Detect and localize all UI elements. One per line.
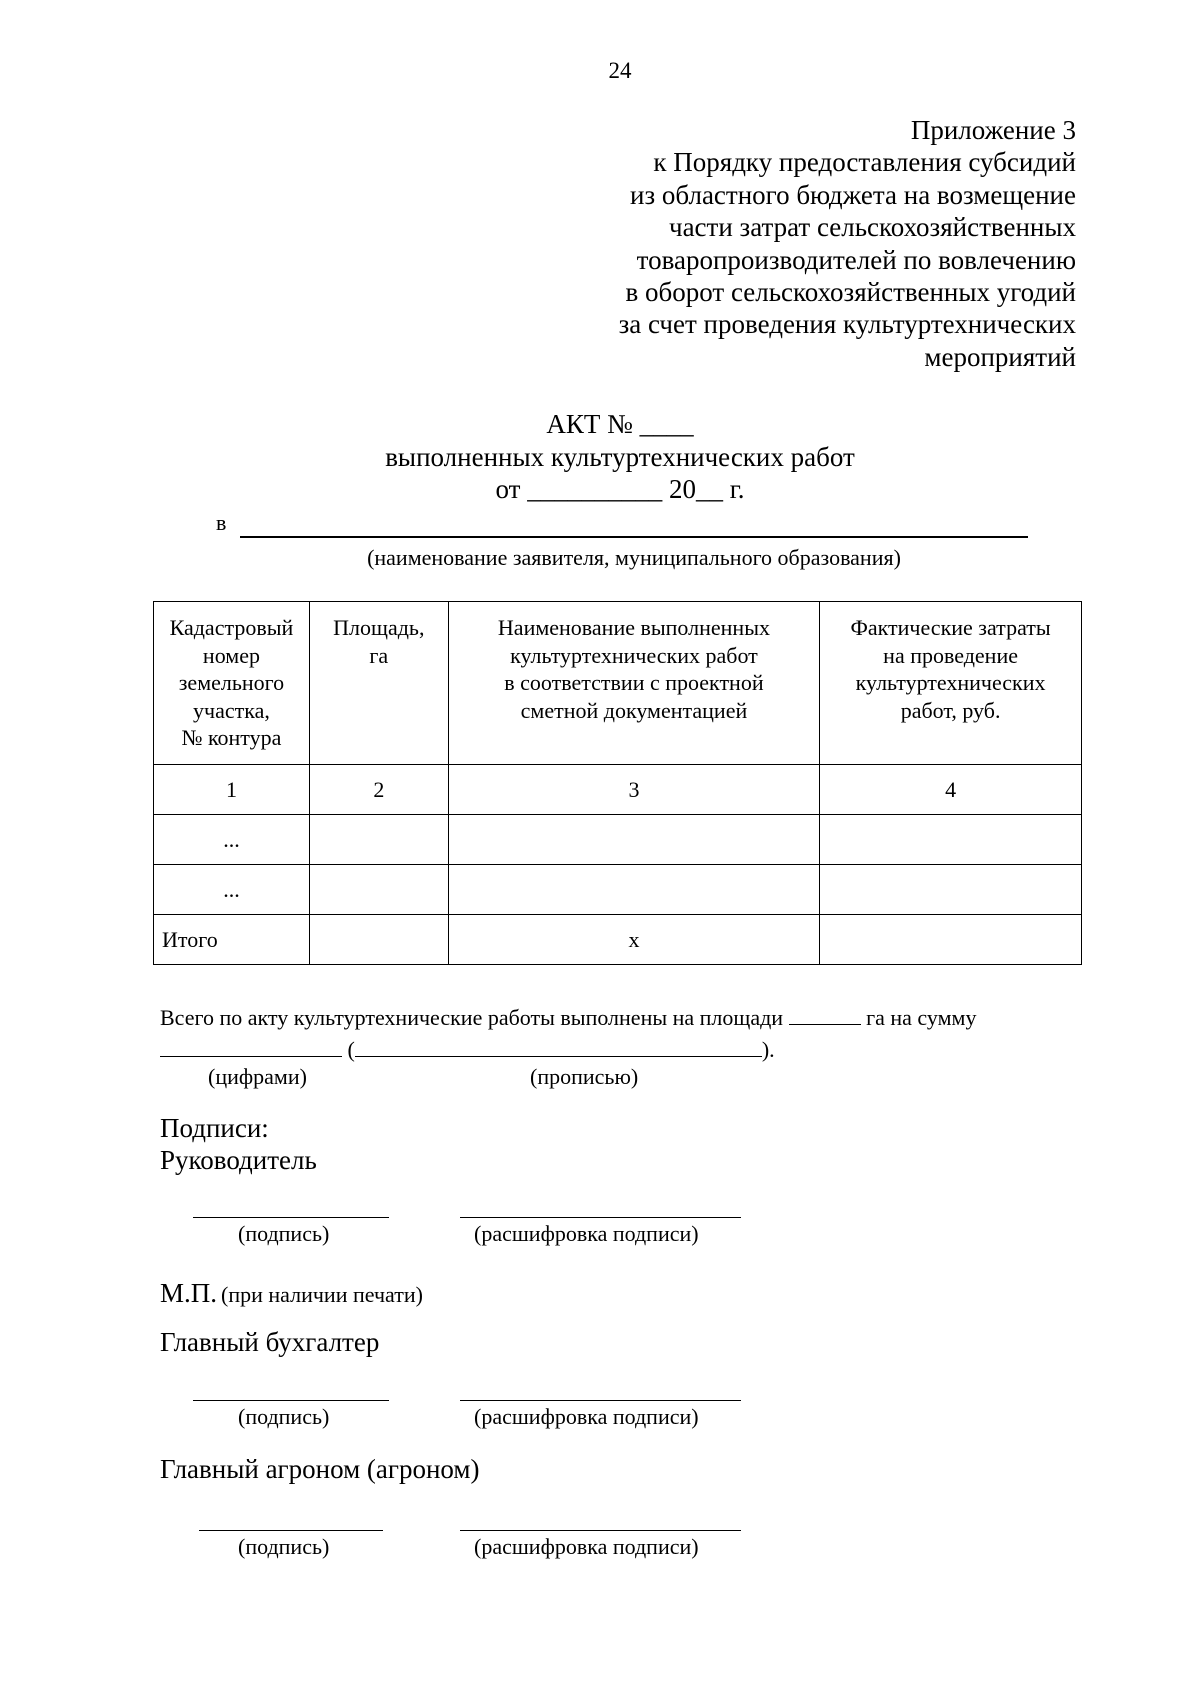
header-works: Наименование выполненных культуртехнических работ в соответствии с проектной сметной документацией: [448, 602, 819, 765]
summary-ha-text: га на сумму: [866, 1005, 977, 1030]
appendix-line: части затрат сельскохозяйственных: [668, 212, 1076, 243]
table-cell: [309, 815, 448, 865]
appendix-line: в оборот сельскохозяйственных угодий: [625, 277, 1076, 308]
page-number: 24: [608, 58, 632, 83]
decode-line: [460, 1530, 741, 1531]
table-cell: ...: [154, 815, 310, 865]
appendix-line: к Порядку предоставления субсидий: [653, 147, 1076, 178]
works-table: [153, 601, 1082, 965]
table-cell: [820, 865, 1082, 915]
appendix-line: товаропроизводителей по вовлечению: [636, 244, 1076, 275]
appendix-line: за счет проведения культуртехнических: [618, 309, 1076, 340]
table-cell: [820, 915, 1082, 965]
area-fill-line: [789, 1005, 861, 1025]
caption-signature: (подпись): [238, 1404, 330, 1429]
column-number-row: [154, 765, 1082, 815]
caption-decode: (расшифровка подписи): [474, 1534, 699, 1559]
summary-text: Всего по акту культуртехнические работы выполнены на площади: [160, 1005, 784, 1030]
caption-signature: (подпись): [238, 1221, 330, 1246]
amount-digits-fill-line: [160, 1037, 342, 1057]
column-number: 3: [448, 765, 819, 815]
appendix-line: из областного бюджета на возмещение: [630, 179, 1076, 210]
decode-line: [460, 1400, 741, 1401]
decode-line: [460, 1217, 741, 1218]
column-number: 2: [309, 765, 448, 815]
signature-line: [199, 1530, 383, 1531]
signatures-label: Подписи:: [160, 1113, 269, 1143]
table-row: [154, 865, 1082, 915]
table-total-row: [154, 915, 1082, 965]
act-title-block: [0, 408, 1200, 506]
header-costs: Фактические затраты на проведение культуртехнических работ, руб.: [820, 602, 1082, 765]
signature-line: [193, 1400, 389, 1401]
table-cell: [448, 815, 819, 865]
applicant-fill-line: [240, 536, 1028, 538]
table-row: [154, 815, 1082, 865]
stamp-label: М.П.: [160, 1278, 218, 1308]
header-cadastral: Кадастровый номер земельного участка, № контура: [154, 602, 310, 765]
caption-decode: (расшифровка подписи): [474, 1404, 699, 1429]
role-head: Руководитель: [160, 1145, 317, 1175]
table-cell: [309, 865, 448, 915]
table-cell: ...: [154, 865, 310, 915]
table-cell: [309, 915, 448, 965]
table-cell: [820, 815, 1082, 865]
close-paren: ).: [761, 1037, 775, 1062]
column-number: 4: [820, 765, 1082, 815]
act-date-line: от __________ 20__ г.: [495, 474, 745, 504]
appendix-line: мероприятий: [924, 341, 1076, 372]
act-subtitle: выполненных культуртехнических работ: [385, 441, 855, 472]
stamp-place: [160, 1278, 423, 1309]
table-cell-total-label: Итого: [154, 915, 310, 965]
table-cell: х: [448, 915, 819, 965]
summary-line-2: [160, 1037, 775, 1063]
open-paren: (: [347, 1037, 355, 1062]
caption-signature: (подпись): [238, 1534, 330, 1559]
role-accountant: Главный бухгалтер: [160, 1327, 380, 1357]
applicant-caption: (наименование заявителя, муниципального образования): [367, 545, 901, 570]
table-header-row: [154, 602, 1082, 765]
summary-line-1: [160, 1005, 976, 1031]
appendix-header: [619, 114, 1076, 373]
caption-digits: (цифрами): [208, 1064, 307, 1089]
role-agronomist: Главный агроном (агроном): [160, 1454, 480, 1484]
stamp-note: (при наличии печати): [221, 1282, 423, 1307]
caption-decode: (расшифровка подписи): [474, 1221, 699, 1246]
appendix-line: Приложение 3: [910, 115, 1076, 145]
amount-words-fill-line: [355, 1037, 762, 1057]
column-number: 1: [154, 765, 310, 815]
applicant-prefix: в: [216, 510, 227, 535]
table-cell: [448, 865, 819, 915]
caption-words: (прописью): [530, 1064, 639, 1089]
act-title: АКТ № ____: [546, 409, 694, 439]
header-area: Площадь, га: [309, 602, 448, 765]
signature-line: [193, 1217, 389, 1218]
